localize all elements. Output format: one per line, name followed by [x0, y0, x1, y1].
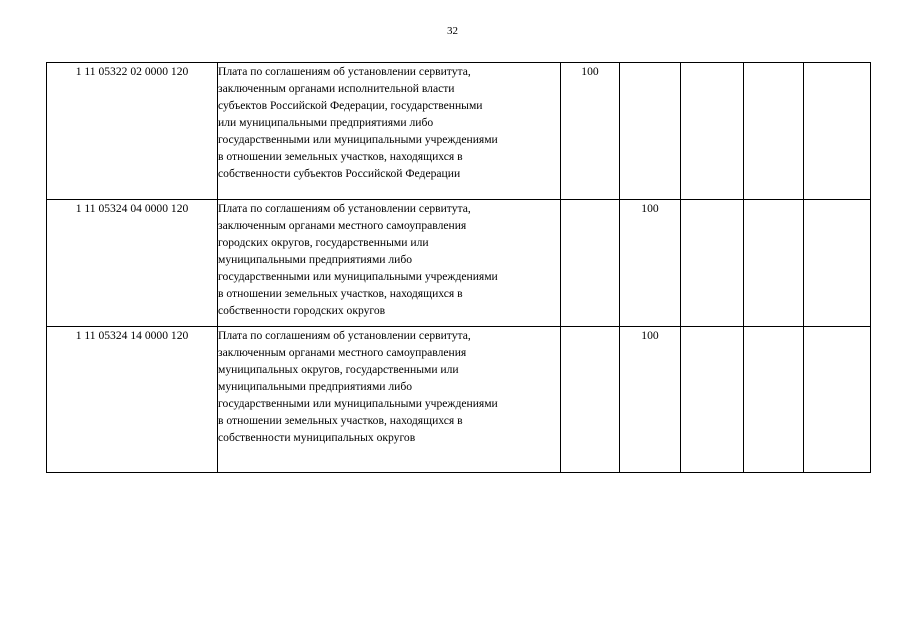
budget-code-cell: 1 11 05322 02 0000 120 [47, 63, 218, 200]
description-cell [218, 63, 561, 200]
value-cell [561, 200, 620, 327]
description-line: в отношении земельных участков, находящихся в [218, 287, 463, 300]
table-row [47, 200, 871, 327]
description-line: в отношении земельных участков, находящихся в [218, 414, 463, 427]
description-line: заключенным органами исполнительной власти [218, 82, 455, 95]
table-row [47, 327, 871, 473]
value-cell: 100 [620, 327, 681, 473]
value-cell [804, 327, 871, 473]
value-cell [681, 327, 744, 473]
value-cell [744, 63, 804, 200]
description-line: или муниципальными предприятиями либо [218, 116, 434, 129]
description-line: Плата по соглашениям об установлении сервитута, [218, 329, 471, 342]
value-cell [681, 200, 744, 327]
value-cell [804, 63, 871, 200]
description-line: муниципальными предприятиями либо [218, 380, 413, 393]
description-cell [218, 200, 561, 327]
value-cell [681, 63, 744, 200]
value-cell [804, 200, 871, 327]
revenue-distribution-table [46, 62, 871, 473]
description-line: заключенным органами местного самоуправления [218, 346, 467, 359]
description-line: государственными или муниципальными учреждениями [218, 133, 498, 146]
value-cell [561, 327, 620, 473]
description-line: государственными или муниципальными учреждениями [218, 397, 498, 410]
value-cell: 100 [620, 200, 681, 327]
description-line: собственности городских округов [218, 304, 386, 317]
description-line: муниципальными предприятиями либо [218, 253, 413, 266]
description-line: собственности субъектов Российской Федерации [218, 167, 461, 180]
description-line: государственными или муниципальными учреждениями [218, 270, 498, 283]
page-number: 32 [447, 25, 458, 37]
description-line: субъектов Российской Федерации, государственными [218, 99, 483, 112]
description-cell [218, 327, 561, 473]
description-line: муниципальных округов, государственными или [218, 363, 459, 376]
description-line: Плата по соглашениям об установлении сервитута, [218, 65, 471, 78]
value-cell: 100 [561, 63, 620, 200]
value-cell [744, 200, 804, 327]
budget-code-cell: 1 11 05324 14 0000 120 [47, 327, 218, 473]
table-row [47, 63, 871, 200]
description-line: Плата по соглашениям об установлении сервитута, [218, 202, 471, 215]
budget-code-cell: 1 11 05324 04 0000 120 [47, 200, 218, 327]
value-cell [744, 327, 804, 473]
description-line: в отношении земельных участков, находящихся в [218, 150, 463, 163]
description-line: городских округов, государственными или [218, 236, 429, 249]
description-line: заключенным органами местного самоуправления [218, 219, 467, 232]
description-line: собственности муниципальных округов [218, 431, 416, 444]
value-cell [620, 63, 681, 200]
